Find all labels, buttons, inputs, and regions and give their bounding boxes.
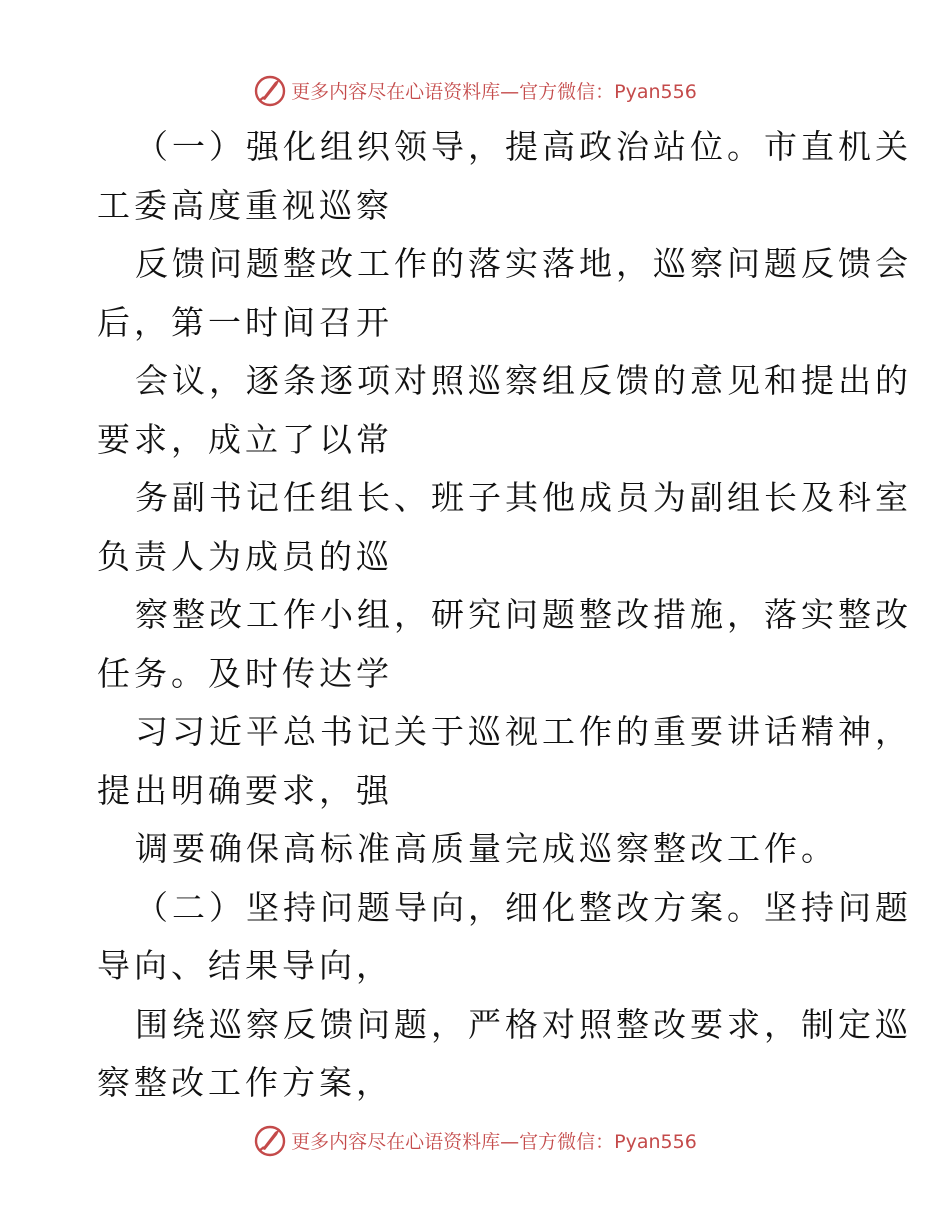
paragraph-9 [97,996,912,1113]
footer-watermark [0,1120,950,1160]
paragraph-line: 习习近平总书记关于巡视工作的重要讲话精神， [135,712,912,751]
header-watermark [0,70,950,110]
paragraph-8 [97,879,912,996]
paragraph-line: 工委高度重视巡察 [97,185,393,225]
paragraph-line: 会议，逐条逐项对照巡察组反馈的意见和提出的 [135,361,912,400]
paragraph-7 [97,820,857,879]
paragraph-line: 任务。及时传达学 [97,653,393,693]
paragraph-line: 务副书记任组长、班子其他成员为副组长及科室 [135,478,912,517]
paragraph-line: 导向、结果导向， [97,946,393,985]
quill-pen-logo-icon [253,73,287,107]
paragraph-line: 后，第一时间召开 [97,302,393,342]
paragraph-line: 负责人为成员的巡 [97,536,393,576]
paragraph-4 [97,469,912,586]
paragraph-line: 提出明确要求，强 [97,770,393,810]
document-body [97,118,912,1113]
paragraph-3 [97,352,912,469]
paragraph-2 [97,235,912,352]
paragraph-line: 围绕巡察反馈问题，严格对照整改要求，制定巡 [135,1004,912,1044]
paragraph-line: （一）强化组织领导，提高政治站位。市直机关 [135,127,912,166]
paragraph-line: （二）坚持问题导向，细化整改方案。坚持问题 [135,887,912,927]
footer-watermark-text: 更多内容尽在心语资料库—官方微信：Pyan556 [291,1130,697,1153]
paragraph-5 [97,586,912,703]
paragraph-6 [97,703,912,820]
paragraph-line: 要求，成立了以常 [97,419,393,459]
quill-pen-logo-icon [253,1123,287,1157]
paragraph-line: 察整改工作小组，研究问题整改措施，落实整改 [135,595,912,634]
paragraph-line: 调要确保高标准高质量完成巡察整改工作。 [135,829,838,868]
header-watermark-text: 更多内容尽在心语资料库—官方微信：Pyan556 [291,80,697,103]
paragraph-1 [97,118,912,235]
paragraph-line: 察整改工作方案， [97,1063,393,1102]
paragraph-line: 反馈问题整改工作的落实落地，巡察问题反馈会 [135,244,912,283]
